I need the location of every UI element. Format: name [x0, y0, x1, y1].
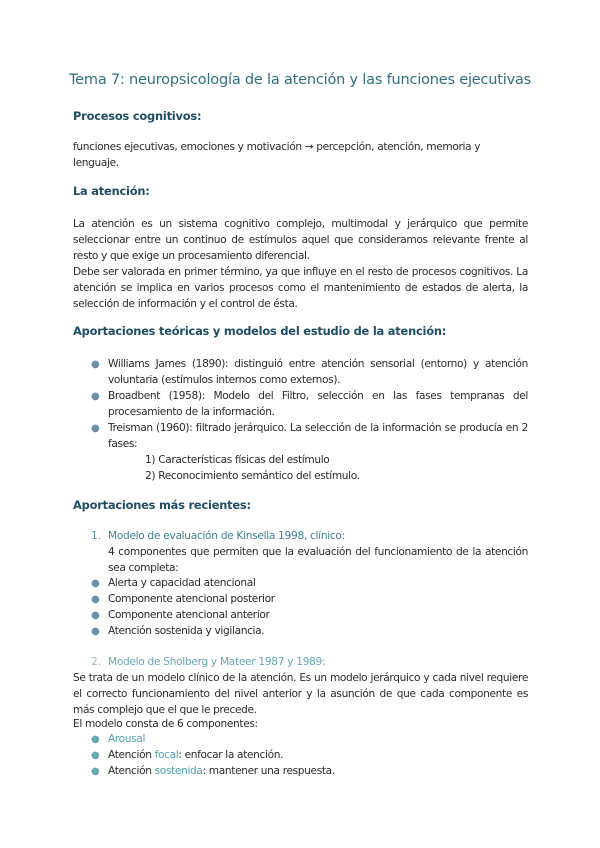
bullet-icon: ● [91, 594, 100, 605]
atencion-paragraph-2: Debe ser valorada en primer término, ya que influye en el resto de procesos cognitivos. La atención se implica en varios procesos como el mantenimiento de estados de alerta, la selección de información y el control de ésta. [73, 266, 528, 310]
model-kinsella-description: 4 componentes que permiten que la evaluación del funcionamiento de la atención sea completa: [108, 546, 528, 574]
model-kinsella-title: Modelo de evaluación de Kinsella 1998, clínico: [108, 530, 345, 542]
bullet-icon: ● [91, 766, 100, 777]
list-number: 1. [91, 530, 102, 542]
sub-item: 2) Reconocimiento semántico del estímulo. [145, 470, 360, 482]
sub-item: 1) Características físicas del estímulo [145, 454, 330, 466]
component-sostenida-suffix: : mantener una respuesta. [202, 765, 335, 777]
component-focal-prefix: Atención [108, 749, 155, 761]
atencion-paragraph-1: La atención es un sistema cognitivo complejo, multimodal y jerárquico que permite seleccionar entre un continuo de estímulos aquel que consideramos relevante frente al resto y que exige un procesamiento diferencial. [73, 218, 528, 262]
heading-procesos-cognitivos: Procesos cognitivos: [73, 109, 202, 123]
model-sholberg-description: Se trata de un modelo clínico de la atención. Es un modelo jerárquico y cada nivel requiere el correcto funcionamiento del nivel anterior y la asunción de que cada componente es más complejo que el que le precede. [73, 672, 528, 716]
bullet-icon: ● [91, 578, 100, 589]
page-title: Tema 7: neuropsicología de la atención y las funciones ejecutivas [68, 72, 531, 88]
bullet-icon: ● [91, 423, 100, 434]
component-sostenida-prefix: Atención [108, 765, 155, 777]
component-sostenida-highlight: sostenida [154, 765, 203, 777]
model-sholberg-title: Modelo de Sholberg y Mateer 1987 y 1989: [108, 656, 326, 668]
component-focal [108, 747, 528, 763]
list-item: Williams James (1890): distinguió entre atención sensorial (entorno) y atención voluntaria (estímulos internos como externos). [108, 358, 528, 386]
list-item: Componente atencional anterior [108, 609, 270, 621]
bullet-icon: ● [91, 734, 100, 745]
bullet-icon: ● [91, 610, 100, 621]
list-item: Alerta y capacidad atencional [108, 577, 256, 589]
list-number: 2. [91, 656, 102, 668]
component-focal-highlight: focal [154, 749, 179, 761]
model-sholberg-count: El modelo consta de 6 componentes: [73, 718, 258, 730]
list-item: Componente atencional posterior [108, 593, 275, 605]
list-item: Broadbent (1958): Modelo del Filtro, selección en las fases tempranas del procesamiento de la información. [108, 390, 528, 418]
component-sostenida [108, 763, 528, 779]
component-focal-suffix: : enfocar la atención. [178, 749, 284, 761]
bullet-icon: ● [91, 391, 100, 402]
bullet-icon: ● [91, 359, 100, 370]
procesos-cognitivos-text: funciones ejecutivas, emociones y motivación → percepción, atención, memoria y lenguaje. [73, 141, 481, 169]
bullet-icon: ● [91, 750, 100, 761]
bullet-icon: ● [91, 626, 100, 637]
heading-aportaciones-recientes: Aportaciones más recientes: [73, 498, 251, 512]
list-item: Treisman (1960): filtrado jerárquico. La selección de la información se producía en 2 fases: [108, 422, 528, 450]
component-arousal: Arousal [108, 733, 146, 745]
heading-la-atencion: La atención: [73, 184, 150, 198]
list-item: Atención sostenida y vigilancia. [108, 625, 265, 637]
heading-aportaciones-teoricas: Aportaciones teóricas y modelos del estudio de la atención: [73, 324, 447, 338]
